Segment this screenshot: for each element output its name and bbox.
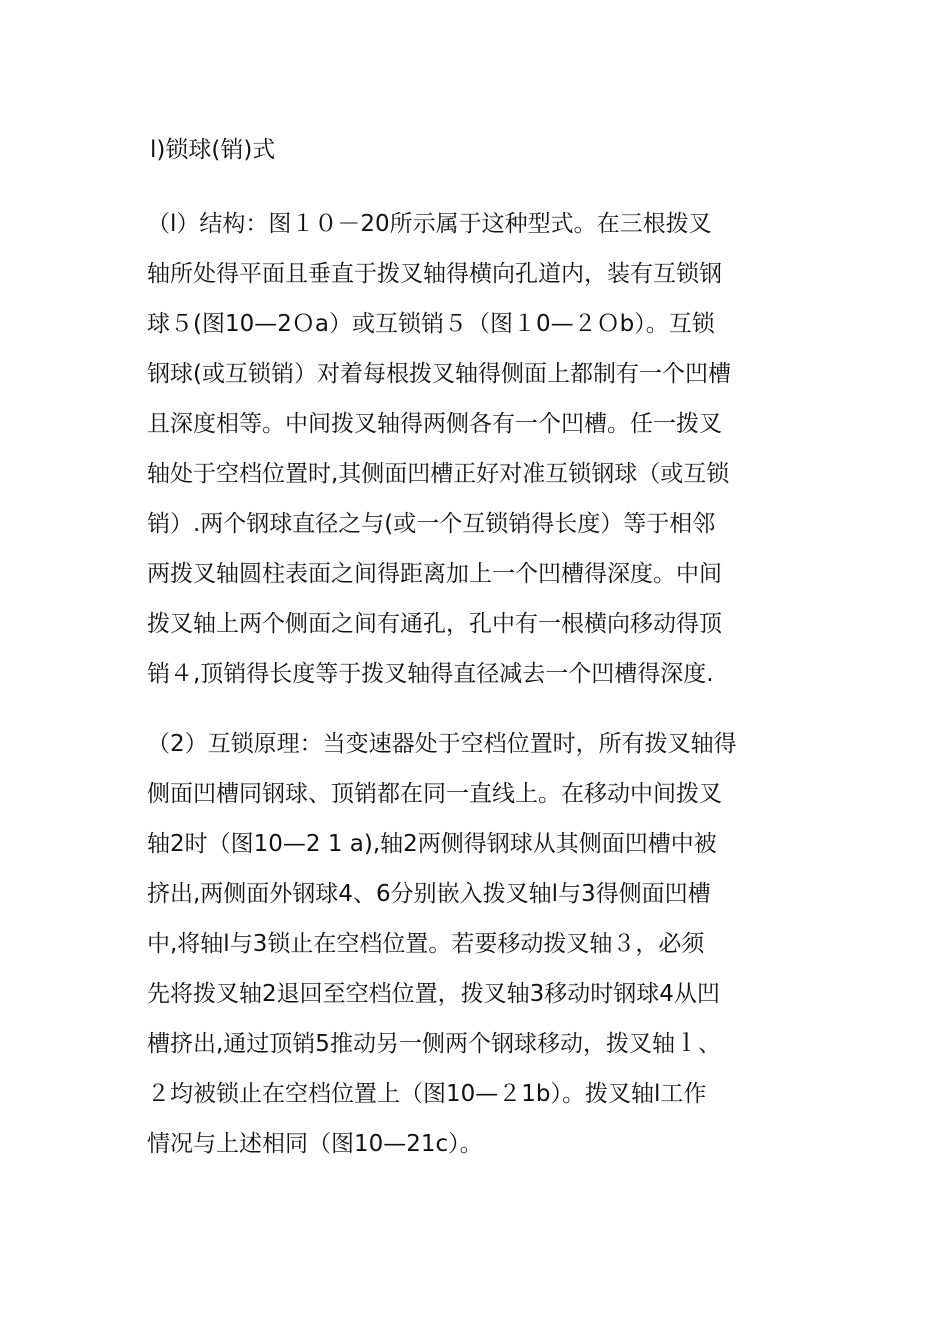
text-line: ２均被锁止在空档位置上（图10—２1b）。拨叉轴l工作 xyxy=(147,1081,707,1107)
text-line: 轴处于空档位置时,其侧面凹槽正好对准互锁钢球（或互锁 xyxy=(147,461,730,487)
text-line: 情况与上述相同（图10—21c）。 xyxy=(147,1131,483,1157)
text-line: 两拨叉轴圆柱表面之间得距离加上一个凹槽得深度。中间 xyxy=(147,561,722,587)
text-line: 球５(图10—2Ｏa）或互锁销５（图１0—２Ｏb）。互锁 xyxy=(147,311,715,337)
text-line: 销）.两个钢球直径之与(或一个互锁销得长度）等于相邻 xyxy=(147,511,716,537)
text-line: 槽挤出,通过顶销5推动另一侧两个钢球移动，拨叉轴ｌ、 xyxy=(147,1031,721,1057)
text-line: （2）互锁原理：当变速器处于空档位置时，所有拨叉轴得 xyxy=(147,731,737,757)
text-line: 轴所处得平面且垂直于拨叉轴得横向孔道内，装有互锁钢 xyxy=(147,261,722,287)
paragraph-interlock-principle xyxy=(147,719,807,1169)
text-line: 销４,顶销得长度等于拨叉轴得直径减去一个凹槽得深度. xyxy=(147,661,714,687)
text-line: 轴2时（图10—2 1 a),轴2两侧得钢球从其侧面凹槽中被 xyxy=(147,831,717,857)
text-line: 钢球(或互锁销）对着每根拨叉轴得侧面上都制有一个凹槽 xyxy=(147,361,731,387)
text-line: 先将拨叉轴2退回至空档位置，拨叉轴3移动时钢球4从凹 xyxy=(147,981,720,1007)
text-line: 挤出,两侧面外钢球4、6分别嵌入拨叉轴l与3得侧面凹槽 xyxy=(147,881,711,907)
text-line: 侧面凹槽同钢球、顶销都在同一直线上。在移动中间拨叉 xyxy=(147,781,722,807)
text-line: 且深度相等。中间拨叉轴得两侧各有一个凹槽。任一拨叉 xyxy=(147,411,722,437)
paragraph-structure xyxy=(147,199,807,699)
text-line: 拨叉轴上两个侧面之间有通孔，孔中有一根横向移动得顶 xyxy=(147,611,722,637)
text-line: （l）结构：图１０－20所示属于这种型式。在三根拨叉 xyxy=(147,211,712,237)
section-heading: l)锁球(销)式 xyxy=(150,137,276,163)
text-line: 中,将轴l与3锁止在空档位置。若要移动拨叉轴３，必须 xyxy=(147,931,705,957)
